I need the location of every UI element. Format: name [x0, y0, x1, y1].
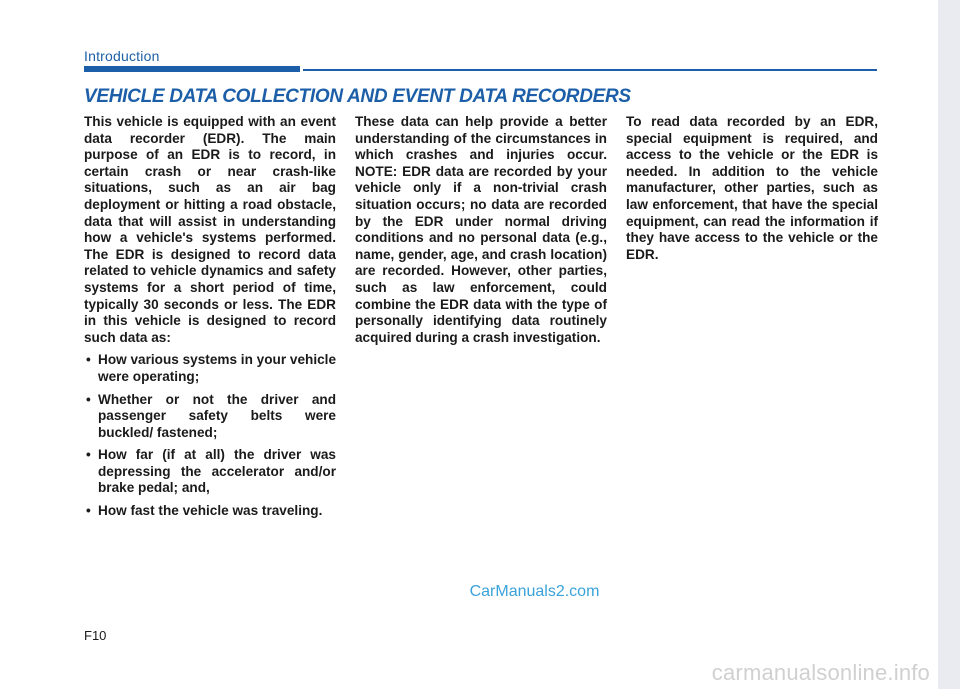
edr-data-list: [84, 352, 336, 519]
page-title: VEHICLE DATA COLLECTION AND EVENT DATA RECORDERS: [84, 86, 631, 107]
column-3: [626, 114, 878, 269]
column-2: [355, 114, 607, 352]
list-item: • How fast the vehicle was traveling.: [84, 503, 336, 520]
watermark-link[interactable]: CarManuals2.com: [469, 583, 600, 600]
list-item: • Whether or not the driver and passenger safety belts were buckled/ fastened;: [84, 392, 336, 442]
list-item: • How various systems in your vehicle were operating;: [84, 352, 336, 385]
edr-access-paragraph: To read data recorded by an EDR, special equipment is required, and access to the vehicle or the EDR is needed. In addition to the vehicle manufacturer, other parties, such as law enforcement, that have the special equipment, can read the information if they have access to the vehicle or the EDR.: [626, 114, 878, 262]
page-number: F10: [84, 628, 107, 643]
footer-site-watermark: carmanualsonline.info: [711, 660, 930, 685]
list-item: • How far (if at all) the driver was depressing the accelerator and/or brake pedal; and,: [84, 447, 336, 497]
edr-usage-paragraph: These data can help provide a better understanding of the circumstances in which crashes and injuries occur. NOTE: EDR data are recorded by your vehicle only if a non-trivial crash situation occurs; no data are recorded by the EDR under normal driving conditions and no personal data (e.g., name, gender, age, and crash location) are recorded. However, other parties, such as law enforcement, could combine the EDR data with the type of personally identifying data routinely acquired during a crash investigation.: [355, 114, 607, 345]
edr-intro-paragraph: This vehicle is equipped with an event data recorder (EDR). The main purpose of an EDR is to record, in certain crash or near crash-like situations, such as an air bag deployment or hitting a road obstacle, data that will assist in understanding how a vehicle's systems performed. The EDR is designed to record data related to vehicle dynamics and safety systems for a short period of time, typically 30 seconds or less. The EDR in this vehicle is designed to record such data as:: [84, 114, 336, 345]
section-label: Introduction: [84, 48, 160, 64]
header-rule-thick: [84, 66, 300, 72]
column-1: [84, 114, 336, 526]
header-rule-thin: [303, 69, 877, 71]
